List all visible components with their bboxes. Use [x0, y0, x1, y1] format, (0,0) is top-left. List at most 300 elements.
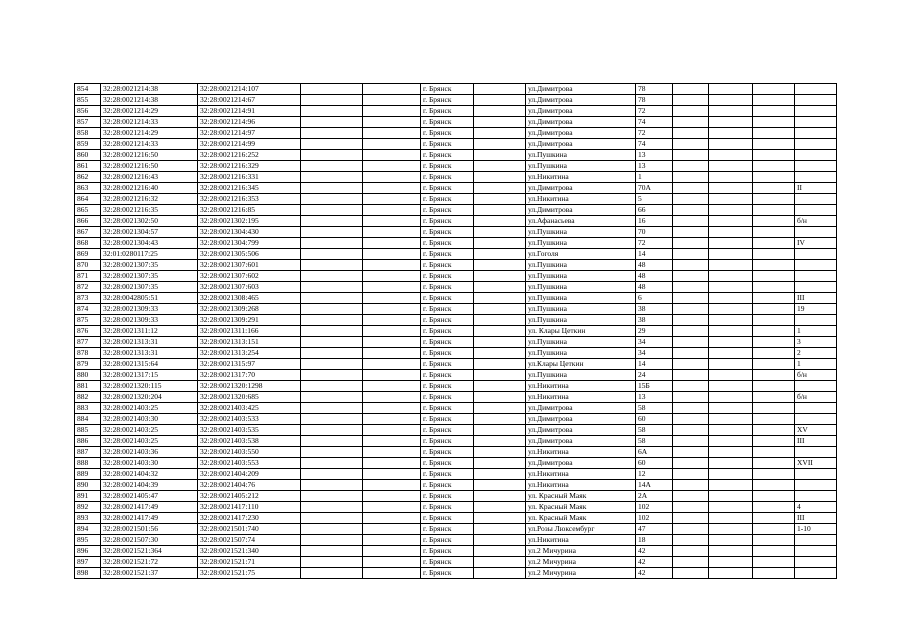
cell-empty-col-10: [673, 183, 709, 194]
cell-empty-col-12: [753, 172, 795, 183]
cell-cadastral-parcel-number: 32:28:0021214:29: [101, 128, 198, 139]
cell-city: г. Брянск: [421, 205, 474, 216]
cell-empty-col-12: [753, 524, 795, 535]
cell-empty-col-11: [709, 502, 753, 513]
cell-cadastral-object-number: 32:28:0021214:107: [198, 84, 301, 95]
cell-street: ул. Красный Маяк: [526, 491, 636, 502]
cell-city: г. Брянск: [421, 337, 474, 348]
cell-row-number: 864: [75, 194, 101, 205]
table-row: [75, 260, 837, 271]
cell-city: г. Брянск: [421, 293, 474, 304]
cell-empty-col-12: [753, 106, 795, 117]
cell-empty-col-11: [709, 172, 753, 183]
cell-empty-col-5: [363, 95, 421, 106]
table-row: [75, 84, 837, 95]
cell-cadastral-parcel-number: 32:28:0021320:115: [101, 381, 198, 392]
cell-premises-number: [795, 260, 837, 271]
cell-street: ул.Никитина: [526, 535, 636, 546]
cell-empty-col-11: [709, 194, 753, 205]
cell-premises-number: [795, 227, 837, 238]
cell-empty-col-11: [709, 447, 753, 458]
cell-empty-col-4: [301, 491, 363, 502]
cell-city: г. Брянск: [421, 469, 474, 480]
cell-premises-number: 1: [795, 359, 837, 370]
cell-row-number: 872: [75, 282, 101, 293]
cell-cadastral-parcel-number: 32:28:0021501:56: [101, 524, 198, 535]
cell-empty-col-12: [753, 227, 795, 238]
cell-cadastral-object-number: 32:28:0021403:553: [198, 458, 301, 469]
cell-row-number: 885: [75, 425, 101, 436]
cell-empty-col-10: [673, 150, 709, 161]
cell-empty-col-10: [673, 425, 709, 436]
cell-premises-number: [795, 315, 837, 326]
cell-cadastral-parcel-number: 32:28:0021507:30: [101, 535, 198, 546]
cell-street: ул.Никитина: [526, 381, 636, 392]
cell-empty-col-11: [709, 271, 753, 282]
cell-premises-number: [795, 557, 837, 568]
table-row: [75, 557, 837, 568]
cell-empty-col-10: [673, 447, 709, 458]
cell-empty-col-4: [301, 128, 363, 139]
cell-row-number: 879: [75, 359, 101, 370]
cell-empty-col-4: [301, 139, 363, 150]
cell-house-number: 24: [636, 370, 673, 381]
cell-empty-col-11: [709, 491, 753, 502]
cell-empty-col-10: [673, 337, 709, 348]
cell-empty-col-12: [753, 249, 795, 260]
cell-empty-col-5: [363, 337, 421, 348]
cell-cadastral-object-number: 32:28:0021216:345: [198, 183, 301, 194]
cell-premises-number: [795, 106, 837, 117]
cell-premises-number: [795, 150, 837, 161]
cell-empty-col-11: [709, 139, 753, 150]
cell-cadastral-parcel-number: 32:28:0021307:35: [101, 282, 198, 293]
cell-empty-col-7: [474, 403, 526, 414]
cell-cadastral-object-number: 32:28:0021214:99: [198, 139, 301, 150]
cell-empty-col-10: [673, 513, 709, 524]
cell-empty-col-4: [301, 282, 363, 293]
cell-empty-col-10: [673, 238, 709, 249]
cell-row-number: 854: [75, 84, 101, 95]
cell-empty-col-10: [673, 568, 709, 579]
cell-row-number: 870: [75, 260, 101, 271]
cell-cadastral-parcel-number: 32:28:0021403:30: [101, 458, 198, 469]
registry-body: [75, 84, 837, 579]
cell-city: г. Брянск: [421, 447, 474, 458]
cell-empty-col-10: [673, 370, 709, 381]
table-row: [75, 315, 837, 326]
cell-empty-col-10: [673, 205, 709, 216]
cell-premises-number: [795, 381, 837, 392]
cell-cadastral-object-number: 32:28:0021313:151: [198, 337, 301, 348]
cell-cadastral-parcel-number: 32:28:0021315:64: [101, 359, 198, 370]
cell-premises-number: 1-10: [795, 524, 837, 535]
table-row: [75, 249, 837, 260]
cell-empty-col-7: [474, 513, 526, 524]
cell-street: ул.Димитрова: [526, 403, 636, 414]
cell-empty-col-10: [673, 304, 709, 315]
cell-street: ул.Димитрова: [526, 117, 636, 128]
cell-empty-col-5: [363, 150, 421, 161]
cell-empty-col-10: [673, 436, 709, 447]
cell-premises-number: XVII: [795, 458, 837, 469]
cell-row-number: 884: [75, 414, 101, 425]
cell-cadastral-object-number: 32:28:0021214:67: [198, 95, 301, 106]
cell-premises-number: [795, 480, 837, 491]
cell-cadastral-object-number: 32:28:0021403:533: [198, 414, 301, 425]
cell-cadastral-parcel-number: 32:28:0021403:36: [101, 447, 198, 458]
cell-empty-col-7: [474, 546, 526, 557]
cell-empty-col-7: [474, 447, 526, 458]
cell-empty-col-5: [363, 117, 421, 128]
cell-row-number: 856: [75, 106, 101, 117]
cell-empty-col-11: [709, 524, 753, 535]
cell-premises-number: 19: [795, 304, 837, 315]
cell-empty-col-5: [363, 425, 421, 436]
table-row: [75, 436, 837, 447]
cell-city: г. Брянск: [421, 315, 474, 326]
cell-city: г. Брянск: [421, 161, 474, 172]
cell-empty-col-12: [753, 315, 795, 326]
cell-house-number: 16: [636, 216, 673, 227]
cell-empty-col-7: [474, 491, 526, 502]
cell-empty-col-5: [363, 293, 421, 304]
cell-empty-col-10: [673, 502, 709, 513]
cell-empty-col-12: [753, 546, 795, 557]
cell-city: г. Брянск: [421, 194, 474, 205]
cell-empty-col-4: [301, 95, 363, 106]
cell-empty-col-4: [301, 568, 363, 579]
cell-empty-col-5: [363, 194, 421, 205]
cell-city: г. Брянск: [421, 425, 474, 436]
cell-empty-col-5: [363, 249, 421, 260]
table-row: [75, 425, 837, 436]
cell-premises-number: б/н: [795, 216, 837, 227]
cell-premises-number: [795, 139, 837, 150]
cell-row-number: 883: [75, 403, 101, 414]
cell-row-number: 865: [75, 205, 101, 216]
cell-empty-col-7: [474, 535, 526, 546]
table-row: [75, 117, 837, 128]
table-row: [75, 161, 837, 172]
cell-empty-col-7: [474, 469, 526, 480]
cell-empty-col-12: [753, 260, 795, 271]
cell-empty-col-10: [673, 271, 709, 282]
cell-cadastral-object-number: 32:28:0021311:166: [198, 326, 301, 337]
cell-cadastral-parcel-number: 32:28:0021311:12: [101, 326, 198, 337]
cell-row-number: 860: [75, 150, 101, 161]
cell-city: г. Брянск: [421, 370, 474, 381]
cell-empty-col-4: [301, 260, 363, 271]
cell-street: ул.Пушкина: [526, 271, 636, 282]
cell-empty-col-5: [363, 557, 421, 568]
cell-empty-col-10: [673, 216, 709, 227]
cell-empty-col-11: [709, 106, 753, 117]
cell-empty-col-12: [753, 117, 795, 128]
cell-empty-col-4: [301, 480, 363, 491]
cell-empty-col-11: [709, 117, 753, 128]
cell-street: ул.2 Мичурина: [526, 557, 636, 568]
cell-street: ул.Димитрова: [526, 139, 636, 150]
table-row: [75, 172, 837, 183]
cell-cadastral-object-number: 32:28:0021309:291: [198, 315, 301, 326]
cell-row-number: 895: [75, 535, 101, 546]
cell-empty-col-11: [709, 568, 753, 579]
cell-house-number: 5: [636, 194, 673, 205]
cell-house-number: 78: [636, 95, 673, 106]
cell-cadastral-parcel-number: 32:28:0021320:204: [101, 392, 198, 403]
cell-premises-number: [795, 172, 837, 183]
cell-row-number: 880: [75, 370, 101, 381]
cell-cadastral-parcel-number: 32:28:0021307:35: [101, 260, 198, 271]
cell-empty-col-11: [709, 315, 753, 326]
cell-house-number: 48: [636, 271, 673, 282]
cell-empty-col-7: [474, 139, 526, 150]
cell-premises-number: [795, 469, 837, 480]
cell-house-number: 78: [636, 84, 673, 95]
cell-empty-col-11: [709, 381, 753, 392]
cell-house-number: 6: [636, 293, 673, 304]
cell-city: г. Брянск: [421, 271, 474, 282]
cell-empty-col-5: [363, 139, 421, 150]
cell-premises-number: IV: [795, 238, 837, 249]
table-row: [75, 183, 837, 194]
cell-premises-number: [795, 535, 837, 546]
cell-empty-col-11: [709, 359, 753, 370]
cell-cadastral-object-number: 32:28:0021317:70: [198, 370, 301, 381]
cell-cadastral-object-number: 32:28:0021320:1298: [198, 381, 301, 392]
cell-cadastral-object-number: 32:28:0021403:535: [198, 425, 301, 436]
cell-street: ул.Никитина: [526, 447, 636, 458]
cell-cadastral-parcel-number: 32:28:0021521:37: [101, 568, 198, 579]
registry-table: [74, 83, 837, 579]
cell-empty-col-5: [363, 128, 421, 139]
cell-empty-col-4: [301, 403, 363, 414]
cell-house-number: 66: [636, 205, 673, 216]
cell-empty-col-10: [673, 106, 709, 117]
cell-empty-col-10: [673, 546, 709, 557]
cell-city: г. Брянск: [421, 326, 474, 337]
cell-empty-col-5: [363, 172, 421, 183]
cell-city: г. Брянск: [421, 513, 474, 524]
cell-street: ул. Красный Маяк: [526, 513, 636, 524]
cell-house-number: 48: [636, 282, 673, 293]
cell-premises-number: III: [795, 293, 837, 304]
cell-city: г. Брянск: [421, 568, 474, 579]
cell-empty-col-11: [709, 546, 753, 557]
cell-cadastral-object-number: 32:28:0021216:331: [198, 172, 301, 183]
cell-empty-col-10: [673, 293, 709, 304]
cell-cadastral-object-number: 32:28:0021404:76: [198, 480, 301, 491]
cell-empty-col-4: [301, 546, 363, 557]
table-row: [75, 150, 837, 161]
cell-street: ул.Димитрова: [526, 84, 636, 95]
cell-cadastral-object-number: 32:28:0021309:268: [198, 304, 301, 315]
cell-house-number: 34: [636, 348, 673, 359]
cell-cadastral-parcel-number: 32:28:0021216:40: [101, 183, 198, 194]
cell-empty-col-5: [363, 84, 421, 95]
cell-street: ул.Димитрова: [526, 106, 636, 117]
cell-empty-col-12: [753, 425, 795, 436]
cell-empty-col-11: [709, 425, 753, 436]
table-row: [75, 271, 837, 282]
cell-house-number: 14А: [636, 480, 673, 491]
cell-empty-col-5: [363, 381, 421, 392]
cell-empty-col-7: [474, 502, 526, 513]
cell-empty-col-12: [753, 337, 795, 348]
cell-street: ул.Пушкина: [526, 348, 636, 359]
cell-empty-col-5: [363, 568, 421, 579]
cell-empty-col-4: [301, 524, 363, 535]
cell-empty-col-4: [301, 293, 363, 304]
table-row: [75, 282, 837, 293]
cell-cadastral-object-number: 32:28:0021216:353: [198, 194, 301, 205]
cell-cadastral-parcel-number: 32:28:0021404:32: [101, 469, 198, 480]
cell-street: ул.Пушкина: [526, 227, 636, 238]
cell-empty-col-5: [363, 414, 421, 425]
cell-empty-col-5: [363, 546, 421, 557]
table-row: [75, 139, 837, 150]
cell-premises-number: [795, 568, 837, 579]
cell-street: ул.Димитрова: [526, 425, 636, 436]
cell-street: ул.2 Мичурина: [526, 546, 636, 557]
cell-cadastral-object-number: 32:28:0021521:71: [198, 557, 301, 568]
cell-empty-col-11: [709, 150, 753, 161]
cell-cadastral-parcel-number: 32:28:0021302:50: [101, 216, 198, 227]
cell-premises-number: 3: [795, 337, 837, 348]
cell-premises-number: 2: [795, 348, 837, 359]
cell-city: г. Брянск: [421, 557, 474, 568]
cell-empty-col-11: [709, 436, 753, 447]
cell-city: г. Брянск: [421, 491, 474, 502]
cell-empty-col-7: [474, 150, 526, 161]
cell-house-number: 60: [636, 458, 673, 469]
table-row: [75, 205, 837, 216]
cell-empty-col-12: [753, 381, 795, 392]
table-row: [75, 304, 837, 315]
cell-premises-number: [795, 282, 837, 293]
cell-city: г. Брянск: [421, 392, 474, 403]
cell-street: ул.Никитина: [526, 172, 636, 183]
cell-empty-col-11: [709, 260, 753, 271]
cell-empty-col-7: [474, 348, 526, 359]
cell-city: г. Брянск: [421, 502, 474, 513]
cell-empty-col-4: [301, 117, 363, 128]
cell-house-number: 38: [636, 315, 673, 326]
cell-house-number: 38: [636, 304, 673, 315]
cell-cadastral-object-number: 32:28:0021320:685: [198, 392, 301, 403]
cell-house-number: 42: [636, 557, 673, 568]
cell-empty-col-11: [709, 205, 753, 216]
cell-empty-col-4: [301, 271, 363, 282]
cell-empty-col-12: [753, 95, 795, 106]
cell-cadastral-parcel-number: 32:28:0021309:33: [101, 315, 198, 326]
cell-premises-number: б/н: [795, 392, 837, 403]
cell-empty-col-4: [301, 106, 363, 117]
cell-empty-col-4: [301, 227, 363, 238]
cell-empty-col-12: [753, 458, 795, 469]
cell-premises-number: [795, 414, 837, 425]
cell-street: ул.Розы Люксембург: [526, 524, 636, 535]
cell-empty-col-5: [363, 469, 421, 480]
cell-empty-col-11: [709, 480, 753, 491]
cell-city: г. Брянск: [421, 128, 474, 139]
cell-empty-col-10: [673, 348, 709, 359]
cell-street: ул. Клары Цеткин: [526, 326, 636, 337]
cell-empty-col-10: [673, 172, 709, 183]
cell-empty-col-11: [709, 183, 753, 194]
cell-house-number: 14: [636, 359, 673, 370]
cell-street: ул.Никитина: [526, 194, 636, 205]
cell-street: ул.Пушкина: [526, 293, 636, 304]
cell-empty-col-5: [363, 403, 421, 414]
cell-empty-col-7: [474, 282, 526, 293]
cell-row-number: 858: [75, 128, 101, 139]
cell-cadastral-parcel-number: 32:28:0021404:39: [101, 480, 198, 491]
cell-city: г. Брянск: [421, 546, 474, 557]
cell-empty-col-4: [301, 161, 363, 172]
cell-empty-col-10: [673, 95, 709, 106]
cell-city: г. Брянск: [421, 403, 474, 414]
cell-empty-col-5: [363, 161, 421, 172]
table-row: [75, 458, 837, 469]
table-row: [75, 348, 837, 359]
cell-empty-col-11: [709, 414, 753, 425]
cell-cadastral-parcel-number: 32:28:0021313:31: [101, 337, 198, 348]
cell-cadastral-parcel-number: 32:28:0021214:38: [101, 95, 198, 106]
cell-cadastral-parcel-number: 32:28:0021214:38: [101, 84, 198, 95]
cell-cadastral-parcel-number: 32:28:0021214:29: [101, 106, 198, 117]
cell-empty-col-5: [363, 183, 421, 194]
cell-empty-col-5: [363, 106, 421, 117]
cell-empty-col-5: [363, 205, 421, 216]
cell-empty-col-11: [709, 348, 753, 359]
cell-cadastral-object-number: 32:28:0021507:74: [198, 535, 301, 546]
cell-cadastral-object-number: 32:28:0021403:550: [198, 447, 301, 458]
cell-city: г. Брянск: [421, 348, 474, 359]
cell-house-number: 13: [636, 161, 673, 172]
cell-row-number: 871: [75, 271, 101, 282]
cell-empty-col-5: [363, 326, 421, 337]
cell-premises-number: б/н: [795, 370, 837, 381]
cell-empty-col-5: [363, 447, 421, 458]
cell-empty-col-12: [753, 370, 795, 381]
cell-street: ул.Пушкина: [526, 161, 636, 172]
cell-empty-col-10: [673, 557, 709, 568]
cell-cadastral-parcel-number: 32:28:0021214:33: [101, 139, 198, 150]
cell-empty-col-5: [363, 436, 421, 447]
cell-street: ул.Димитрова: [526, 128, 636, 139]
cell-cadastral-parcel-number: 32:28:0021309:33: [101, 304, 198, 315]
cell-empty-col-4: [301, 513, 363, 524]
cell-city: г. Брянск: [421, 106, 474, 117]
cell-row-number: 887: [75, 447, 101, 458]
cell-street: ул.Пушкина: [526, 260, 636, 271]
cell-empty-col-4: [301, 502, 363, 513]
cell-empty-col-10: [673, 524, 709, 535]
cell-empty-col-5: [363, 238, 421, 249]
cell-cadastral-parcel-number: 32:28:0021403:25: [101, 425, 198, 436]
cell-city: г. Брянск: [421, 227, 474, 238]
cell-empty-col-12: [753, 469, 795, 480]
cell-street: ул.Димитрова: [526, 95, 636, 106]
table-row: [75, 392, 837, 403]
cell-premises-number: 4: [795, 502, 837, 513]
cell-empty-col-5: [363, 502, 421, 513]
cell-premises-number: [795, 161, 837, 172]
cell-empty-col-10: [673, 469, 709, 480]
table-row: [75, 381, 837, 392]
